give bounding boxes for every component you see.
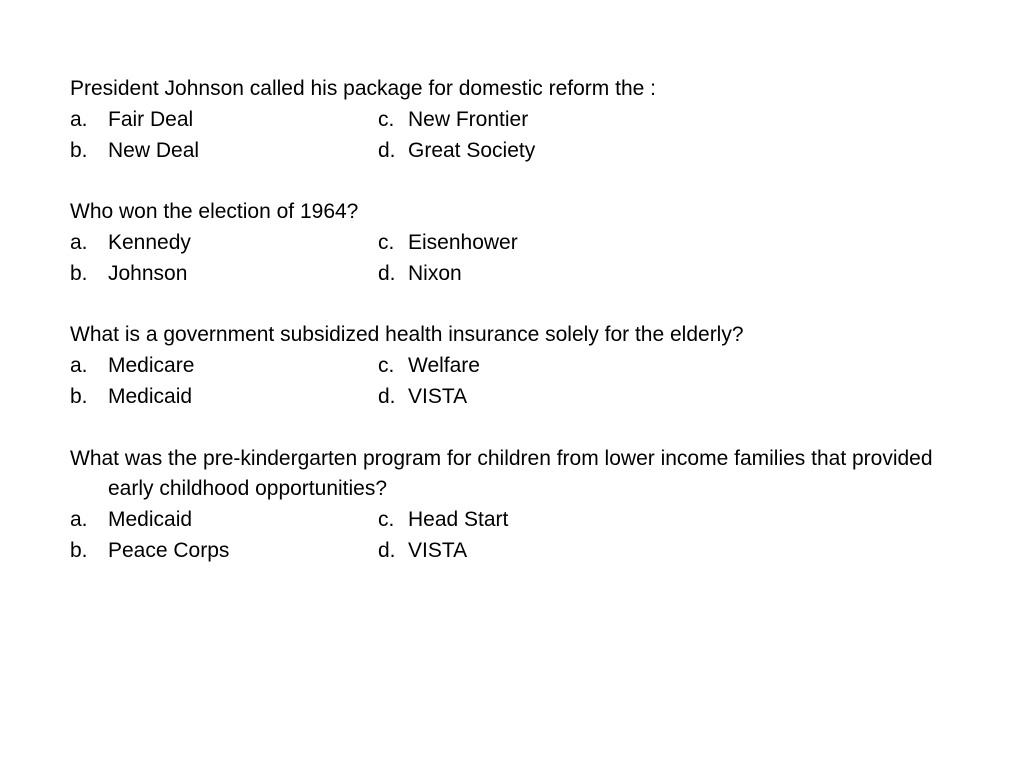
option-row [70, 259, 970, 290]
option-letter: c. [378, 354, 395, 378]
option-row [70, 136, 970, 167]
option-text: Nixon [408, 261, 462, 285]
option-text: Medicaid [108, 384, 193, 408]
option-row [70, 228, 970, 259]
option-letter: c. [378, 508, 395, 532]
option-letter: a. [70, 230, 88, 254]
quiz-slide [70, 74, 970, 598]
question-text: President Johnson called his package for domestic reform the : [70, 77, 656, 100]
option-d [378, 259, 462, 290]
question-text: What is a government subsidized health insurance solely for the elderly? [70, 323, 744, 347]
option-text: Kennedy [108, 230, 191, 254]
option-text: Welfare [408, 354, 480, 378]
question-4 [70, 444, 970, 567]
question-2 [70, 197, 970, 289]
option-row [70, 536, 970, 567]
option-text: VISTA [408, 538, 468, 562]
option-row [70, 351, 970, 382]
option-text: Medicaid [108, 508, 193, 532]
option-letter: b. [70, 261, 88, 285]
option-text: New Frontier [408, 107, 529, 131]
option-text: Great Society [408, 138, 536, 162]
option-letter: d. [378, 538, 396, 562]
option-a [70, 105, 193, 136]
option-d [378, 382, 467, 413]
option-c [378, 105, 528, 136]
option-a [70, 505, 192, 536]
option-b [70, 382, 192, 413]
option-letter: c. [378, 107, 395, 131]
option-row [70, 382, 970, 413]
option-letter: b. [70, 384, 88, 408]
option-row [70, 505, 970, 536]
option-letter: b. [70, 538, 88, 562]
option-text: New Deal [108, 138, 200, 162]
option-b [70, 136, 199, 167]
option-c [378, 351, 480, 382]
option-c [378, 228, 518, 259]
question-text: What was the pre-kindergarten program for children from lower income families that provided early childhood opportunities? [70, 446, 933, 501]
option-text: Peace Corps [108, 538, 230, 562]
question-text: Who won the election of 1964? [70, 200, 359, 224]
option-text: Johnson [108, 261, 188, 285]
option-text: Fair Deal [108, 107, 194, 131]
option-text: Medicare [108, 354, 195, 378]
option-letter: a. [70, 107, 88, 131]
option-text: VISTA [408, 384, 468, 408]
option-b [70, 536, 229, 567]
option-letter: a. [70, 354, 88, 378]
option-c [378, 505, 508, 536]
option-text: Eisenhower [408, 230, 518, 254]
option-text: Head Start [408, 508, 509, 532]
option-letter: a. [70, 508, 88, 532]
question-1 [70, 74, 970, 166]
option-a [70, 228, 191, 259]
option-d [378, 136, 535, 167]
option-letter: d. [378, 138, 396, 162]
option-b [70, 259, 187, 290]
option-a [70, 351, 194, 382]
option-letter: c. [378, 230, 395, 254]
option-letter: d. [378, 261, 396, 285]
option-letter: d. [378, 384, 396, 408]
option-letter: b. [70, 138, 88, 162]
question-3 [70, 320, 970, 412]
option-d [378, 536, 467, 567]
option-row [70, 105, 970, 136]
